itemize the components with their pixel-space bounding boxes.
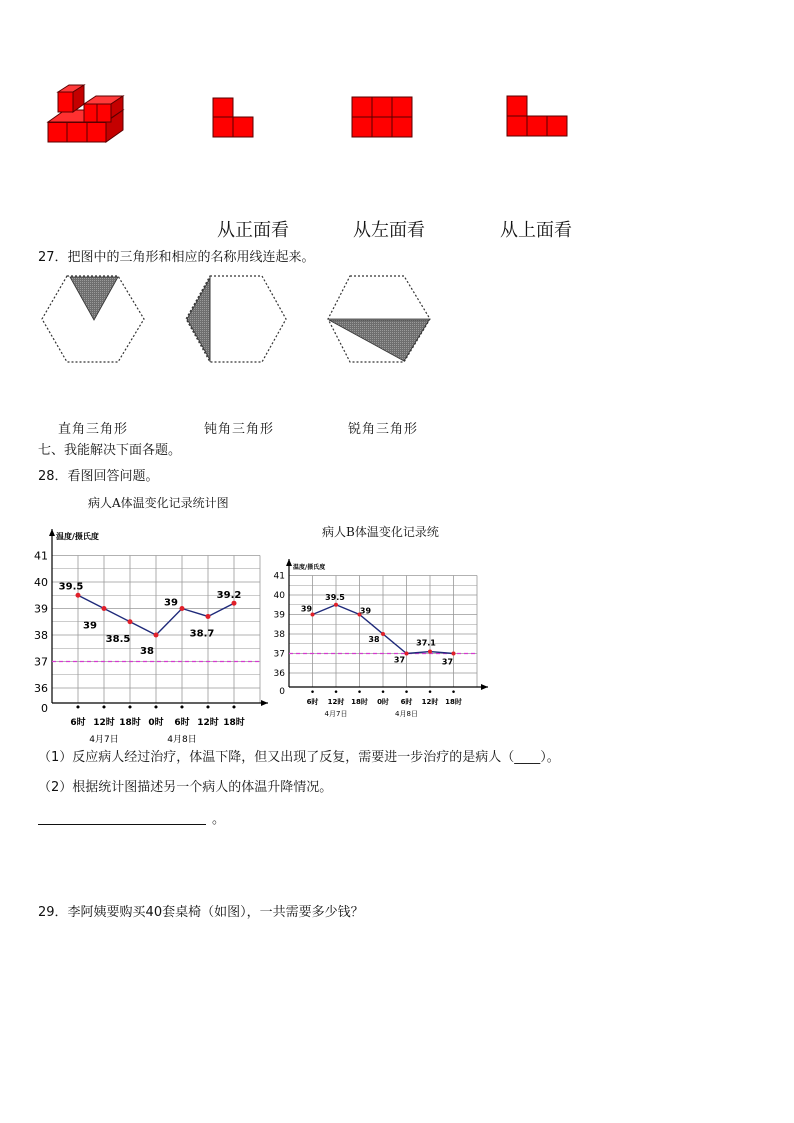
y-tick-label: 39 <box>34 602 48 616</box>
y-tick-label: 0 <box>279 687 285 698</box>
x-tick-label: 0时 <box>148 718 164 728</box>
q28-1-blank[interactable]: ____ <box>514 750 541 765</box>
date-label: 4月7日 <box>89 735 119 745</box>
q28-1-text: （1）反应病人经过治疗，体温下降，但又出现了反复，需要进一步治疗的是病人（ <box>38 750 515 765</box>
left-view-figure <box>352 97 412 137</box>
x-tick-label: 6时 <box>400 698 413 706</box>
x-tick-mark: • <box>204 701 212 714</box>
data-point <box>180 606 185 611</box>
data-point <box>452 652 456 656</box>
x-tick-label: 12时 <box>327 698 345 706</box>
view-label-left: 从左面看 <box>353 220 425 241</box>
answer-line[interactable] <box>38 810 206 825</box>
chart-a-title: 病人A体温变化记录统计图 <box>88 496 229 510</box>
question-27: 27．把图中的三角形和相应的名称用线连起来。 <box>38 250 315 265</box>
y-tick-label: 41 <box>273 571 285 582</box>
hexagon-1 <box>42 276 144 362</box>
y-tick-label: 41 <box>34 549 48 563</box>
data-label: 38 <box>140 646 154 657</box>
y-axis-arrow <box>49 529 55 536</box>
data-point <box>102 606 107 611</box>
x-tick-mark: • <box>356 688 363 698</box>
answer-line-end: 。 <box>212 812 226 827</box>
hexagon-figures <box>40 272 440 367</box>
y-tick-label: 40 <box>34 575 48 589</box>
chart-patient-a <box>30 525 270 745</box>
x-tick-label: 12时 <box>197 718 219 728</box>
x-tick-mark: • <box>74 701 82 714</box>
x-tick-mark: • <box>380 688 386 698</box>
top-view-figure <box>507 96 567 136</box>
data-point <box>334 603 338 607</box>
section-7-heading: 七、我能解决下面各题。 <box>38 443 182 458</box>
y-tick-label: 40 <box>273 591 285 602</box>
date-label: 4月8日 <box>395 710 418 718</box>
data-label: 37 <box>441 657 454 667</box>
x-tick-label: 12时 <box>93 718 115 728</box>
view-label-top: 从上面看 <box>500 220 572 241</box>
data-point <box>154 633 159 638</box>
data-label: 39 <box>359 606 372 616</box>
chart-patient-b <box>273 555 493 718</box>
data-label: 39.5 <box>58 581 84 593</box>
data-label: 39 <box>83 620 97 632</box>
x-tick-mark: • <box>333 688 339 698</box>
x-tick-label: 0时 <box>377 698 389 706</box>
question-29: 29．李阿姨要购买40套桌椅（如图），一共需要多少钱？ <box>38 905 364 920</box>
x-tick-mark: • <box>152 701 160 714</box>
label-obtuse-triangle: 钝角三角形 <box>204 422 275 437</box>
x-tick-mark: • <box>427 688 433 698</box>
data-point <box>405 652 409 656</box>
y-tick-label: 0 <box>41 701 48 715</box>
hexagon-3 <box>328 276 430 362</box>
y-tick-label: 39 <box>273 610 285 621</box>
x-tick-label: 6时 <box>70 718 86 728</box>
data-label: 38.7 <box>189 628 215 640</box>
front-view-figure <box>213 98 253 137</box>
x-tick-label: 12时 <box>421 698 439 706</box>
x-tick-label: 6时 <box>174 718 190 728</box>
data-point <box>206 614 211 619</box>
x-tick-label: 18时 <box>223 718 245 728</box>
data-point <box>232 601 237 606</box>
view-label-front: 从正面看 <box>217 220 289 241</box>
y-tick-label: 38 <box>34 628 48 642</box>
data-label: 37 <box>393 655 406 665</box>
data-label: 38 <box>368 635 380 644</box>
y-axis-label: 温度/摄氏度 <box>56 532 99 541</box>
date-label: 4月8日 <box>167 735 197 745</box>
data-label: 38.5 <box>105 633 131 645</box>
x-tick-label: 18时 <box>445 698 462 706</box>
data-point <box>381 632 385 636</box>
x-axis-arrow <box>261 700 268 706</box>
x-tick-mark: • <box>309 688 316 698</box>
x-tick-mark: • <box>450 688 457 698</box>
x-tick-mark: • <box>100 701 108 714</box>
question-28-2: （2）根据统计图描述另一个病人的体温升降情况。 <box>38 780 333 795</box>
label-acute-triangle: 锐角三角形 <box>348 422 419 437</box>
x-tick-mark: • <box>403 688 410 698</box>
data-point <box>128 619 133 624</box>
y-tick-label: 37 <box>273 649 285 660</box>
x-tick-mark: • <box>230 701 238 714</box>
x-tick-label: 6时 <box>306 698 319 706</box>
data-point <box>428 650 432 654</box>
data-label: 39.5 <box>325 592 345 602</box>
chart-b-title: 病人B体温变化记录统 <box>322 525 439 539</box>
y-tick-label: 36 <box>34 681 48 695</box>
data-label: 39 <box>164 597 178 609</box>
x-tick-label: 18时 <box>351 698 368 706</box>
date-label: 4月7日 <box>324 710 348 718</box>
y-axis-label: 温度/摄氏度 <box>293 564 326 571</box>
data-point <box>76 593 81 598</box>
x-tick-label: 18时 <box>119 718 141 728</box>
cube-stack-3d <box>48 85 123 142</box>
y-tick-label: 37 <box>34 655 48 669</box>
x-tick-mark: • <box>126 701 134 714</box>
y-axis-arrow <box>286 559 292 566</box>
x-axis-arrow <box>481 684 488 690</box>
y-tick-label: 38 <box>273 630 285 641</box>
q28-1-end: ）。 <box>540 750 560 765</box>
hexagon-2 <box>186 276 286 362</box>
question-28: 28．看图回答问题。 <box>38 469 159 484</box>
data-label: 39.2 <box>216 590 242 602</box>
x-tick-mark: • <box>178 701 186 714</box>
label-right-triangle: 直角三角形 <box>58 422 129 437</box>
block-figures <box>40 82 580 152</box>
data-label: 39 <box>300 604 313 614</box>
data-label: 37.1 <box>416 638 436 648</box>
question-28-1 <box>38 750 560 766</box>
y-tick-label: 36 <box>273 669 285 680</box>
